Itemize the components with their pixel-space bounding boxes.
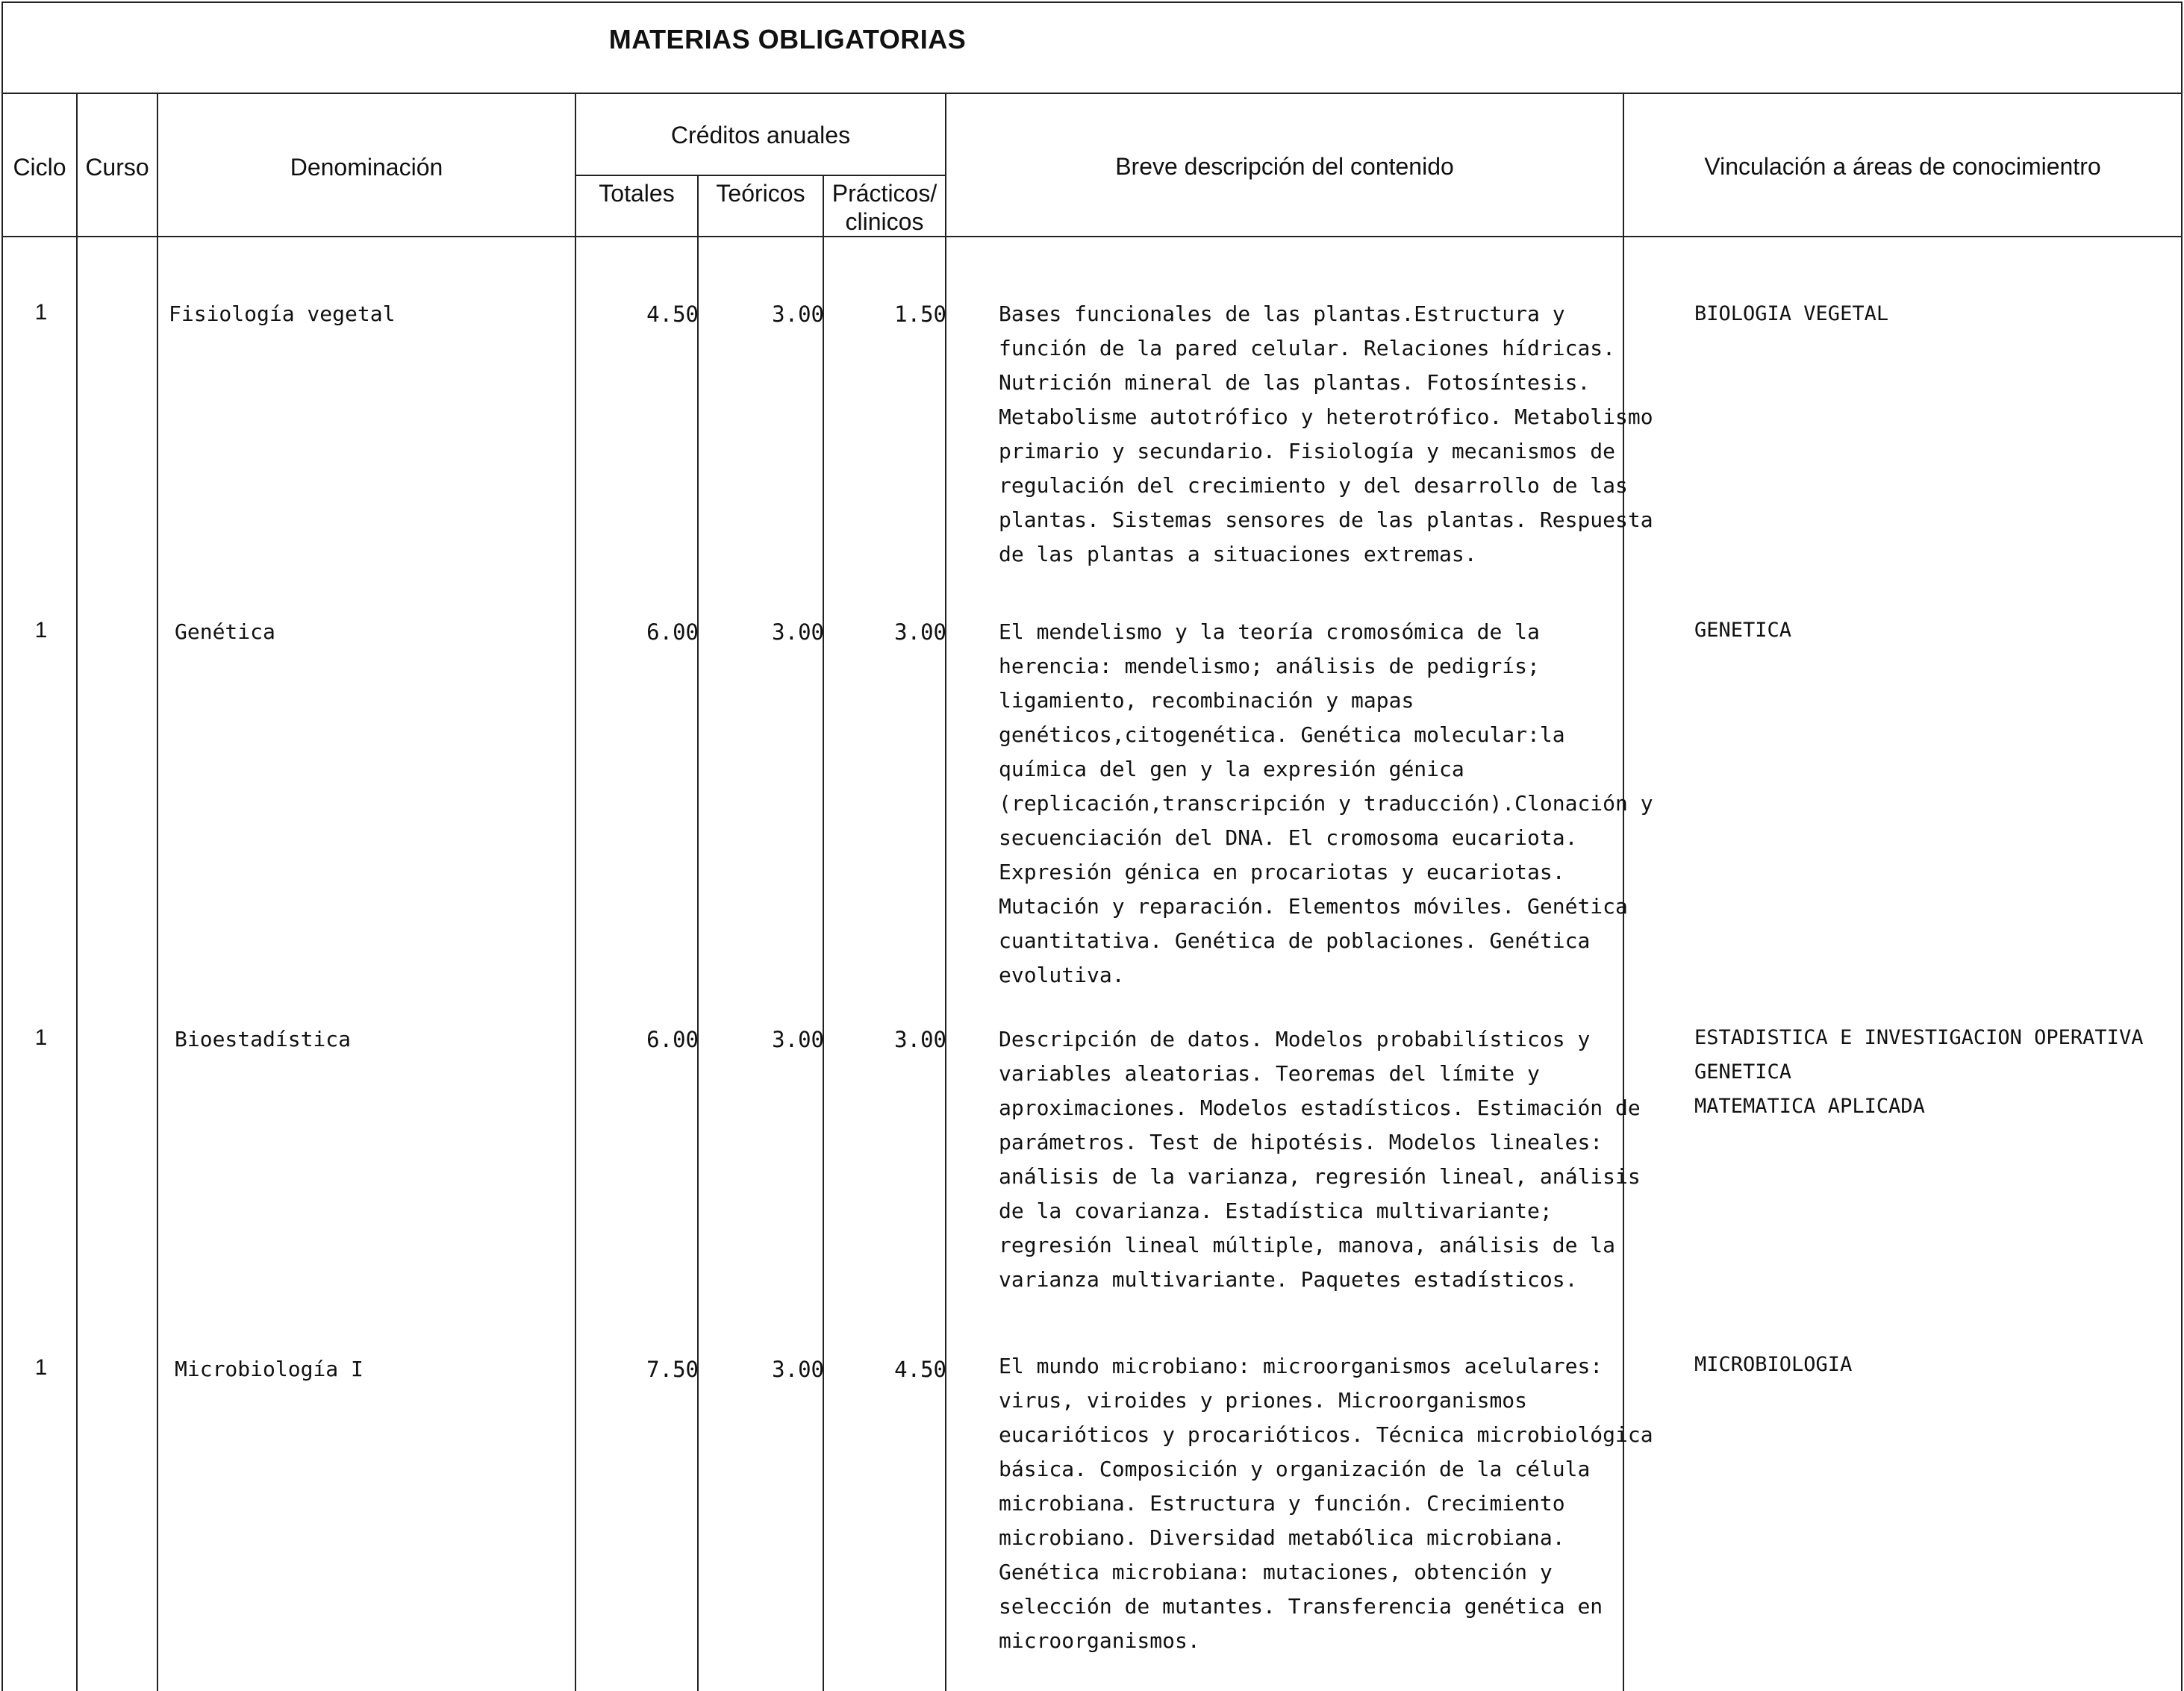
col-sep-denominacion	[575, 93, 576, 1691]
area-item: BIOLOGIA VEGETAL	[1694, 302, 1889, 325]
description-line: microbiana. Estructura y función. Crecimiento	[999, 1491, 1565, 1516]
description-line: herencia: mendelismo; análisis de pedigrís;	[999, 654, 1540, 678]
col-sep-practicos	[945, 93, 946, 1691]
row-teoricos: 3.00	[772, 1357, 824, 1382]
header-ciclo: Ciclo	[13, 154, 66, 181]
row-ciclo: 1	[34, 618, 48, 643]
description-line: Bases funcionales de las plantas.Estructura y	[999, 301, 1565, 326]
description-line: de la covarianza. Estadística multivariante;	[999, 1198, 1553, 1223]
row-descripcion	[999, 297, 1670, 572]
row-practicos: 4.50	[894, 1357, 946, 1382]
description-line: genéticos,citogenética. Genética molecular:la	[999, 722, 1565, 747]
row-descripcion	[999, 1022, 1670, 1297]
description-line: regulación del crecimiento y del desarrollo de las	[999, 473, 1628, 498]
description-line: variables aleatorias. Teoremas del límite y	[999, 1061, 1540, 1086]
description-line: Metabolisme autotrófico y heterotrófico. Metabolismo	[999, 404, 1653, 429]
description-line: Mutación y reparación. Elementos móviles. Genética	[999, 894, 1628, 919]
header-curso: Curso	[85, 154, 149, 181]
header-bottom-rule	[1, 236, 2183, 237]
row-denominacion: Genética	[175, 619, 275, 644]
description-line: Nutrición mineral de las plantas. Fotosíntesis.	[999, 370, 1591, 395]
description-line: evolutiva.	[999, 963, 1125, 987]
description-line: selección de mutantes. Transferencia genética en	[999, 1594, 1603, 1619]
row-practicos: 1.50	[894, 301, 946, 327]
frame-left-border	[1, 1, 3, 1691]
description-line: de las plantas a situaciones extremas.	[999, 542, 1477, 566]
description-line: básica. Composición y organización de la célula	[999, 1457, 1591, 1481]
description-line: microorganismos.	[999, 1628, 1200, 1653]
header-totales: Totales	[599, 180, 675, 207]
header-teoricos: Teóricos	[716, 180, 805, 207]
area-item: MATEMATICA APLICADA	[1694, 1095, 1925, 1118]
description-line: El mundo microbiano: microorganismos acelulares:	[999, 1354, 1603, 1378]
row-practicos: 3.00	[894, 619, 946, 645]
description-line: análisis de la varianza, regresión lineal, análisis	[999, 1164, 1641, 1189]
header-practicos-line2: clinicos	[845, 208, 924, 235]
description-line: química del gen y la expresión génica	[999, 757, 1464, 781]
description-line: aproximaciones. Modelos estadísticos. Estimación de	[999, 1095, 1641, 1120]
row-descripcion	[999, 615, 1670, 993]
row-ciclo: 1	[34, 300, 48, 325]
frame-right-border	[2181, 1, 2183, 1691]
header-top-rule	[1, 93, 2183, 94]
description-line: secuenciación del DNA. El cromosoma eucariota.	[999, 825, 1578, 850]
description-line: primario y secundario. Fisiología y mecanismos de	[999, 439, 1616, 463]
col-sep-teoricos	[823, 175, 824, 1691]
row-denominacion: Bioestadística	[175, 1027, 352, 1051]
area-item: MICROBIOLOGIA	[1694, 1353, 1853, 1376]
row-totales: 4.50	[646, 301, 699, 327]
row-areas	[1694, 613, 1791, 648]
credits-subheader-rule	[575, 175, 945, 176]
area-item: GENETICA	[1694, 619, 1792, 642]
col-sep-totales	[697, 175, 699, 1691]
row-denominacion: Microbiología I	[175, 1357, 364, 1381]
description-line: Genética microbiana: mutaciones, obtención y	[999, 1560, 1553, 1584]
frame-top-border	[1, 1, 2183, 3]
description-line: microbiano. Diversidad metabólica microbiana.	[999, 1525, 1565, 1550]
header-practicos-line1: Prácticos/	[832, 180, 937, 207]
row-ciclo: 1	[34, 1025, 48, 1050]
description-line: regresión lineal múltiple, manova, análisis de la	[999, 1233, 1616, 1257]
row-denominacion: Fisiología vegetal	[169, 301, 396, 326]
col-sep-ciclo	[76, 93, 78, 1691]
area-item: ESTADISTICA E INVESTIGACION OPERATIVA	[1694, 1026, 2144, 1049]
description-line: virus, viroides y priones. Microorganismos	[999, 1388, 1528, 1413]
header-denominacion: Denominación	[290, 154, 443, 181]
description-line: plantas. Sistemas sensores de las plantas. Respuesta	[999, 507, 1653, 532]
row-totales: 6.00	[646, 619, 699, 645]
row-teoricos: 3.00	[772, 619, 824, 645]
row-areas	[1694, 1021, 2143, 1124]
area-item: GENETICA	[1694, 1060, 1792, 1084]
description-line: eucarióticos y procarióticos. Técnica microbiológica	[999, 1422, 1653, 1447]
description-line: varianza multivariante. Paquetes estadísticos.	[999, 1267, 1578, 1292]
description-line: parámetros. Test de hipotésis. Modelos lineales:	[999, 1130, 1603, 1154]
row-teoricos: 3.00	[772, 1027, 824, 1052]
header-creditos-anuales: Créditos anuales	[670, 122, 851, 149]
row-ciclo: 1	[34, 1355, 48, 1380]
row-totales: 7.50	[646, 1357, 699, 1382]
row-teoricos: 3.00	[772, 301, 824, 327]
page-title: MATERIAS OBLIGATORIAS	[608, 24, 967, 54]
row-areas	[1694, 297, 1888, 331]
row-practicos: 3.00	[894, 1027, 946, 1052]
description-line: función de la pared celular. Relaciones hídricas.	[999, 336, 1616, 360]
description-line: cuantitativa. Genética de poblaciones. Genética	[999, 928, 1591, 953]
row-totales: 6.00	[646, 1027, 699, 1052]
header-practicos	[824, 179, 945, 236]
header-vinculacion: Vinculación a áreas de conocimientro	[1704, 153, 2101, 180]
header-descripcion: Breve descripción del contenido	[1115, 153, 1454, 180]
row-areas	[1694, 1348, 1852, 1382]
row-descripcion	[999, 1349, 1670, 1658]
col-sep-curso	[157, 93, 158, 1691]
description-line: El mendelismo y la teoría cromosómica de la	[999, 619, 1540, 644]
description-line: Expresión génica en procariotas y eucariotas.	[999, 860, 1565, 884]
description-line: Descripción de datos. Modelos probabilísticos y	[999, 1027, 1591, 1051]
description-line: ligamiento, recombinación y mapas	[999, 688, 1414, 713]
description-line: (replicación,transcripción y traducción).Clonación y	[999, 791, 1653, 816]
